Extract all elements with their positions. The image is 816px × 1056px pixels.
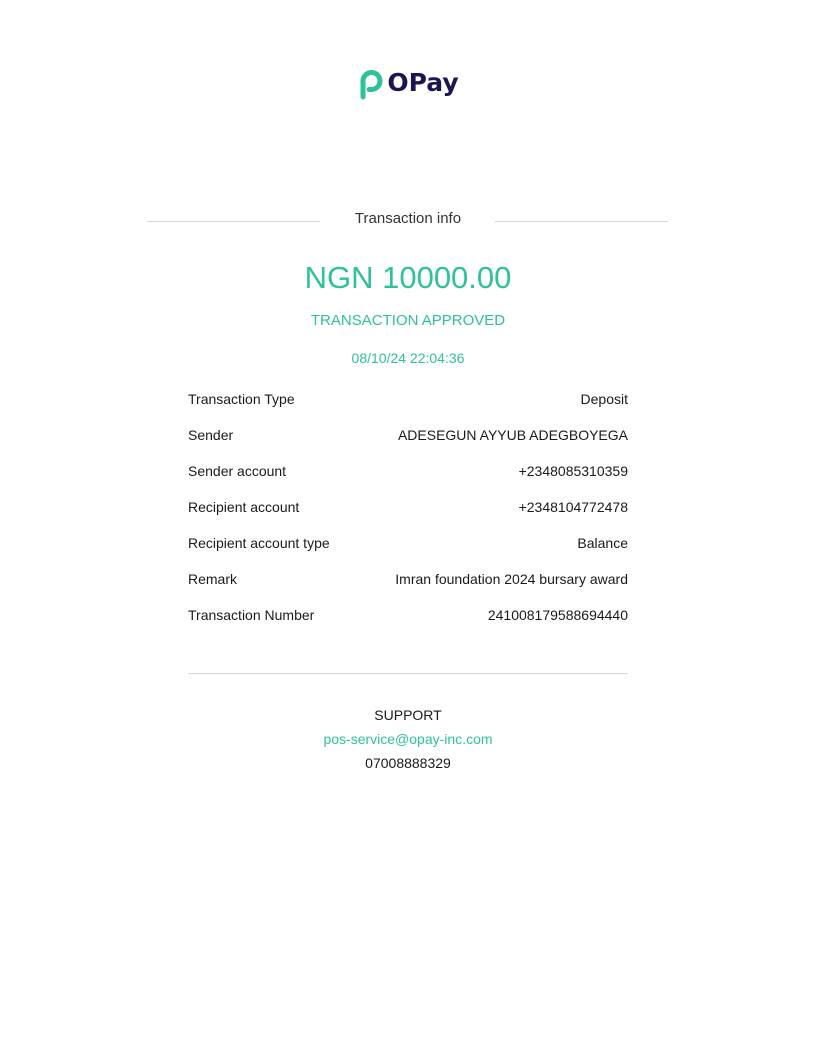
detail-label: Sender [188, 427, 234, 443]
transaction-info-header [0, 209, 816, 229]
detail-row-sender [188, 425, 628, 461]
brand-name: OPay [387, 68, 459, 97]
detail-label: Transaction Type [188, 391, 295, 407]
detail-row-remark [188, 569, 628, 605]
support-title: SUPPORT [374, 707, 442, 723]
detail-row-recipient-account [188, 497, 628, 533]
section-title: Transaction info [354, 210, 462, 227]
detail-value: 241008179588694440 [487, 607, 628, 623]
transaction-details [188, 389, 628, 641]
detail-value: +2348104772478 [518, 499, 628, 515]
detail-value: +2348085310359 [518, 463, 628, 479]
detail-value: ADESEGUN AYYUB ADEGBOYEGA [397, 427, 628, 443]
opay-logo-icon [357, 68, 383, 100]
support-email-link[interactable]: pos-service@opay-inc.com [323, 731, 493, 747]
detail-value: Deposit [580, 391, 628, 407]
detail-label: Recipient account type [188, 535, 330, 551]
transaction-amount: NGN 10000.00 [304, 260, 512, 295]
detail-row-transaction-type [188, 389, 628, 425]
detail-label: Transaction Number [188, 607, 315, 623]
detail-label: Recipient account [188, 499, 300, 515]
header-divider-right [495, 221, 668, 222]
brand-logo [0, 66, 816, 102]
support-phone: 07008888329 [365, 755, 451, 771]
detail-row-sender-account [188, 461, 628, 497]
detail-value: Balance [577, 535, 628, 551]
transaction-status: TRANSACTION APPROVED [310, 312, 506, 329]
transaction-datetime: 08/10/24 22:04:36 [351, 350, 465, 366]
detail-label: Sender account [188, 463, 287, 479]
detail-value: Imran foundation 2024 bursary award [395, 571, 628, 587]
detail-label: Remark [188, 571, 238, 587]
detail-row-recipient-account-type [188, 533, 628, 569]
section-divider [188, 673, 628, 674]
detail-row-transaction-number [188, 605, 628, 641]
